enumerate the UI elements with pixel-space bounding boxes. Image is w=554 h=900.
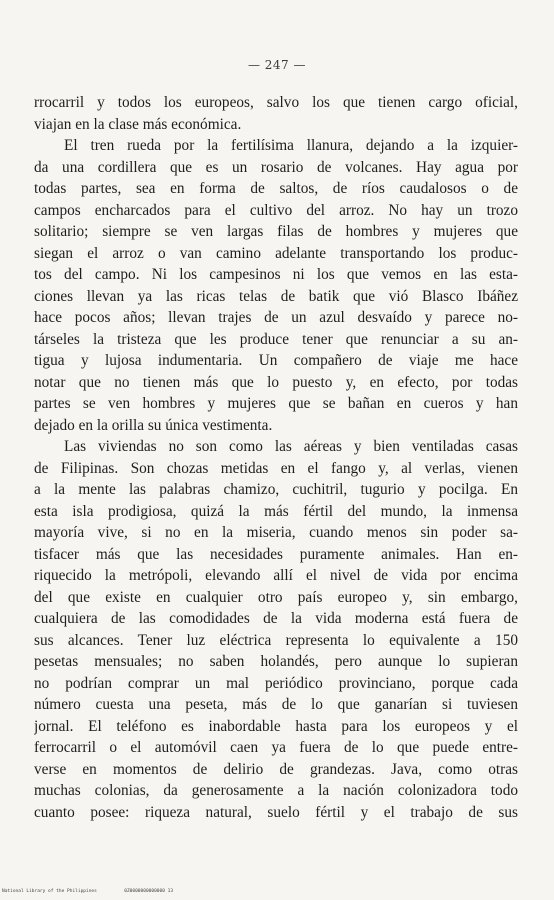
text-line: todas partes, sea en forma de saltos, de ríos caudalosos o de [34, 180, 518, 197]
text-line: El tren rueda por la fertilísima llanura, dejando a la izquier- [64, 137, 518, 154]
text-line: del que existe en cualquier otro país europeo y, sin embargo, [34, 588, 518, 606]
text-line: hace pocos años; llevan trajes de un azul desvaído y parece no- [34, 309, 518, 326]
text-line: ferrocarril o el automóvil caen ya fuera de lo que puede entre- [34, 739, 518, 756]
text-line: Las viviendas no son como las aéreas y bien ventiladas casas [64, 438, 518, 455]
body-text [34, 92, 518, 823]
text-line: muchas colonias, da generosamente a la nación colonizadora todo [34, 782, 518, 799]
text-line: társeles la tristeza que les produce tener que renunciar a su an- [34, 330, 518, 348]
text-line: dejado en la orilla su única vestimenta. [34, 416, 273, 434]
text-line: mayoría vive, si no en la miseria, cuando menos sin poder sa- [34, 524, 518, 541]
footer-scan-id: 0Z0000000000000 13 [124, 889, 174, 894]
text-line: viajan en la clase más económica. [34, 115, 242, 133]
text-line: verse en momentos de delirio de grandezas. Java, como otras [34, 760, 518, 778]
text-line: de Filipinas. Son chozas metidas en el fango y, al verlas, vienen [34, 459, 518, 477]
text-line: no podrían comprar un mal periódico provinciano, porque cada [34, 674, 518, 692]
footer-library-label: National Library of the Philippines [2, 889, 97, 894]
text-line: siegan el arroz o van camino adelante transportando los produc- [34, 244, 518, 262]
text-line: notar que no tienen más que lo puesto y, en efecto, por todas [34, 373, 518, 391]
page-number: — 247 — [247, 58, 307, 72]
text-line: tigua y lujosa indumentaria. Un compañero de viaje me hace [34, 352, 518, 369]
text-line: ciones llevan ya las ricas telas de batik que vió Blasco Ibáñez [34, 287, 518, 305]
text-line: número cuesta una peseta, más de lo que ganarían si tuviesen [34, 696, 518, 713]
text-line: tos del campo. Ni los campesinos ni los que vemos en las esta- [34, 266, 518, 283]
text-line: a la mente las palabras chamizo, cuchitril, tugurio y pocilga. En [34, 481, 518, 498]
text-line: campos encharcados para el cultivo del arroz. No hay un trozo [34, 201, 518, 219]
text-line: partes se ven hombres y mujeres que se bañan en cueros y han [34, 395, 518, 412]
text-line: rrocarril y todos los europeos, salvo los que tienen cargo oficial, [34, 94, 518, 111]
text-line: sus alcances. Tener luz eléctrica representa lo equivalente a 150 [34, 631, 518, 649]
text-line: solitario; siempre se ven largas filas de hombres y mujeres que [34, 223, 518, 240]
text-line: jornal. El teléfono es inabordable hasta para los europeos y el [34, 717, 518, 735]
text-line: pesetas mensuales; no saben holandés, pero aunque lo supieran [34, 653, 518, 670]
text-line: tisfacer más que las necesidades puramente animales. Han en- [34, 545, 518, 563]
text-line: cualquiera de las comodidades de la vida moderna está fuera de [34, 610, 518, 627]
scan-footer [2, 889, 173, 894]
text-line: da una cordillera que es un rosario de volcanes. Hay agua por [34, 158, 518, 176]
text-line: riquecido la metrópoli, elevando allí el nivel de vida por encima [34, 567, 518, 584]
text-line: cuanto posee: riqueza natural, suelo fértil y el trabajo de sus [34, 803, 518, 821]
text-line: esta isla prodigiosa, quizá la más fértil del mundo, la inmensa [34, 502, 518, 520]
